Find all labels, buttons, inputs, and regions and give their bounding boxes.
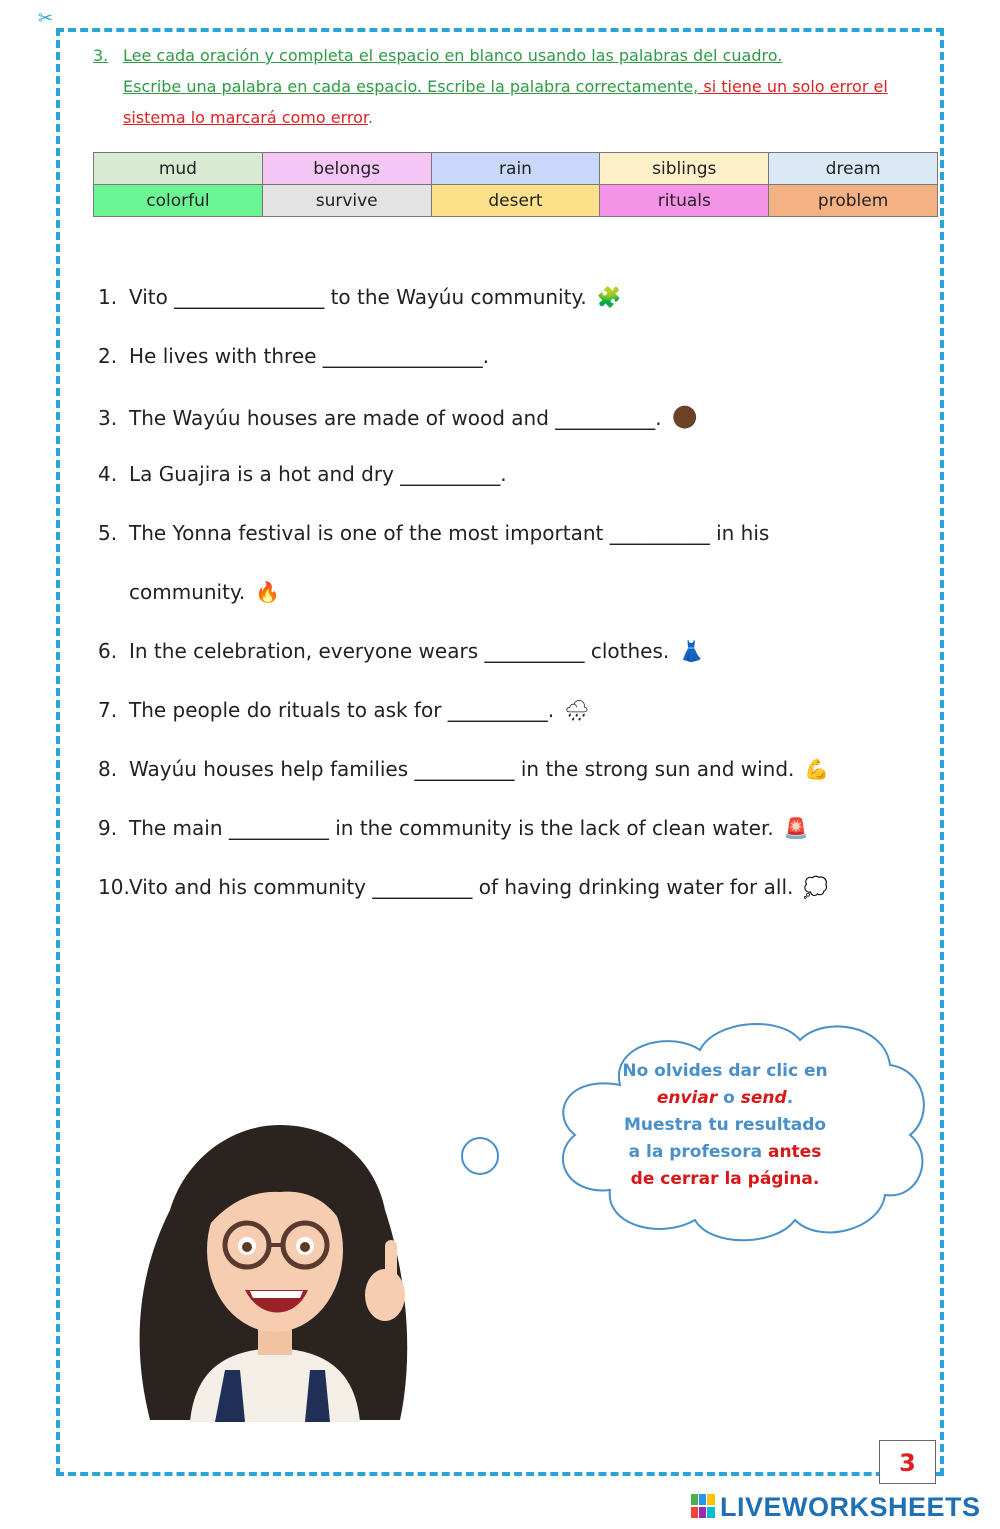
cloud-line-3: Muestra tu resultado	[623, 1115, 827, 1135]
sentence-text: Vito and his community __________ of having drinking water for all.	[129, 875, 794, 899]
fire-icon: 🔥	[255, 580, 281, 604]
word-bank-cell: colorful	[94, 185, 263, 217]
puzzle-icon: 🧩	[596, 285, 622, 309]
sentence-number: 6.	[98, 639, 118, 663]
sentence-number: 7.	[98, 698, 118, 722]
instruction-warning-1: si tiene un solo error el	[698, 77, 888, 96]
sentence-text: The people do rituals to ask for __________.	[129, 698, 555, 722]
sentence-text: The Yonna festival is one of the most important __________ in his	[129, 521, 770, 545]
sentence-item	[98, 268, 958, 327]
word-bank-row	[94, 185, 938, 217]
word-bank-table	[93, 152, 938, 217]
exercise-number: 3.	[93, 46, 109, 65]
sentence-item	[98, 386, 958, 445]
sentence-number: 4.	[98, 462, 118, 486]
sentence-text: In the celebration, everyone wears __________ clothes.	[129, 639, 670, 663]
flexed-biceps-icon: 💪	[804, 757, 830, 781]
cloud-line-2	[600, 1085, 850, 1112]
cloud-line-4	[600, 1139, 850, 1166]
scissors-icon: ✂	[38, 8, 54, 29]
word-bank-cell: desert	[431, 185, 600, 217]
send-word: send	[740, 1088, 787, 1108]
instruction-line-1: Lee cada oración y completa el espacio en blanco usando las palabras del cuadro.	[123, 46, 783, 65]
cloud-before: antes	[767, 1142, 822, 1162]
sentence-number: 9.	[98, 816, 118, 840]
sentence-text-2: community.	[129, 580, 246, 604]
instruction-end: .	[368, 108, 374, 127]
sentence-item	[98, 681, 958, 740]
sentence-number: 5.	[98, 521, 118, 545]
sentence-item	[98, 740, 958, 799]
cloud-teacher: a la profesora	[628, 1142, 768, 1162]
sentence-number: 1.	[98, 285, 118, 309]
sentence-text: The Wayúu houses are made of wood and __________.	[129, 406, 662, 430]
word-bank-row	[94, 153, 938, 185]
word-bank-cell: belongs	[262, 153, 431, 185]
thought-bubble-icon: 💭	[803, 875, 829, 899]
word-bank-cell: siblings	[600, 153, 769, 185]
instructions	[93, 40, 933, 133]
sentence-list	[98, 268, 958, 917]
word-bank-cell: rituals	[600, 185, 769, 217]
sentence-item	[98, 858, 958, 917]
sentence-continuation	[98, 563, 958, 622]
sentence-number: 3.	[98, 406, 118, 430]
sentence-item	[98, 504, 958, 622]
word-bank-cell: problem	[769, 185, 938, 217]
word-bank-cell: rain	[431, 153, 600, 185]
sentence-text: He lives with three ________________.	[129, 344, 490, 368]
word-bank-cell: survive	[262, 185, 431, 217]
instruction-line-2: Escribe una palabra en cada espacio. Escribe la palabra correctamente,	[123, 77, 699, 96]
sentence-text: The main __________ in the community is the lack of clean water.	[129, 816, 774, 840]
word-bank-cell: dream	[769, 153, 938, 185]
sentence-item	[98, 445, 958, 504]
cloud-or: o	[717, 1088, 741, 1108]
word-bank-cell: mud	[94, 153, 263, 185]
enviar-word: enviar	[656, 1088, 718, 1108]
page-number: 3	[899, 1449, 916, 1477]
cloud-line-5: de cerrar la página.	[630, 1169, 820, 1189]
sentence-number: 10.	[98, 875, 130, 899]
sentence-text: Vito _______________ to the Wayúu community.	[129, 285, 587, 309]
sentence-text: La Guajira is a hot and dry __________.	[129, 462, 507, 486]
dress-icon: 👗	[679, 639, 705, 663]
sentence-number: 2.	[98, 344, 118, 368]
page-number-box	[879, 1440, 936, 1484]
sentence-item	[98, 327, 958, 386]
teacher-avatar	[130, 1120, 420, 1422]
cloud-message	[600, 1058, 850, 1193]
cloud-dot: .	[786, 1088, 794, 1108]
liveworksheets-logo-icon	[690, 1493, 716, 1519]
sentence-item	[98, 799, 958, 858]
cloud-line-1: No olvides dar clic en	[622, 1061, 828, 1081]
brand-text: LIVEWORKSHEETS	[720, 1492, 981, 1522]
rain-cloud-icon: 🌧	[564, 698, 590, 722]
sentence-item	[98, 622, 958, 681]
sentence-number: 8.	[98, 757, 118, 781]
instruction-warning-2: sistema lo marcará como error	[123, 108, 369, 127]
thought-bubble-dot	[461, 1137, 499, 1175]
sentence-text: Wayúu houses help families __________ in the strong sun and wind.	[129, 757, 795, 781]
liveworksheets-brand[interactable]	[690, 1490, 990, 1524]
brown-circle-icon: ●	[671, 398, 698, 433]
siren-icon: 🚨	[783, 816, 809, 840]
